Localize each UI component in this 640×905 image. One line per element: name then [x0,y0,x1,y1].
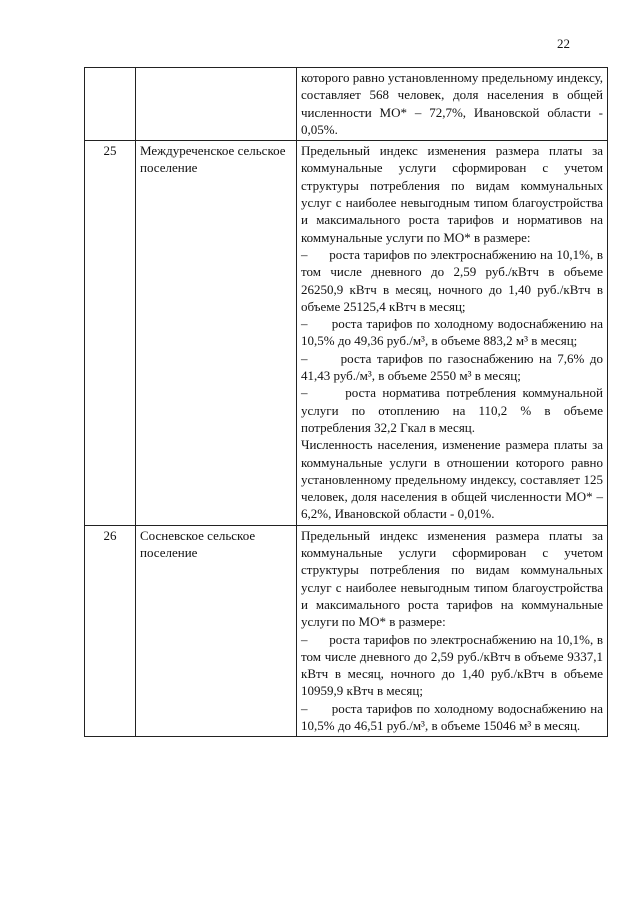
list-item: – роста тарифов по электроснабжению на 10,1%, в том числе дневного до 2,59 руб./кВтч в объеме 26250,9 кВтч в месяц, ночного до 1,40 руб./кВтч в объеме 25125,4 кВтч в месяц; [301,246,603,314]
table-row [85,141,608,526]
municipality-name: Междуреченское сельское поселение [136,141,297,526]
paragraph: которого равно установленному предельному индексу, составляет 568 человек, доля населения в общей численности МО* – 72,7%, Ивановской области - 0,05%. [301,70,603,137]
row-number: 26 [85,525,136,737]
row-number: 25 [85,141,136,526]
row-description [297,68,608,141]
paragraph: Предельный индекс изменения размера платы за коммунальные услуги сформирован с учетом структуры потребления по видам коммунальных услуг с наиболее невыгодным типом благоустройства и максимального роста тарифов на коммунальные услуги по МО* в размере: [301,527,603,630]
list-item: – роста тарифов по холодному водоснабжению на 10,5% до 46,51 руб./м³, в объеме 15046 м³ в месяц. [301,700,603,733]
municipality-name: Сосневское сельское поселение [136,525,297,737]
paragraph: Численность населения, изменение размера платы за коммунальные услуги в отношении которого равно установленному предельному индексу, составляет 125 человек, доля населения в общей численности МО* – 6,2%, Ивановской области - 0,01%. [301,437,603,522]
table-row [85,68,608,141]
municipality-name [136,68,297,141]
row-description [297,525,608,737]
table-row [85,525,608,737]
list-item: – роста норматива потребления коммунальной услуги по отоплению на 110,2 % в объеме потребления 32,2 Гкал в месяц. [301,385,603,435]
list-item: – роста тарифов по электроснабжению на 10,1%, в том числе дневного до 2,59 руб./кВтч в объеме 9337,1 кВтч в месяц, ночного до 1,40 руб./кВтч в объеме 10959,9 кВтч в месяц; [301,631,603,699]
row-description [297,141,608,526]
list-item: – роста тарифов по холодному водоснабжению на 10,5% до 49,36 руб./м³, в объеме 883,2 м³ в месяц; [301,316,603,349]
page-number: 22 [557,36,570,51]
tariff-table [84,67,608,737]
paragraph: Предельный индекс изменения размера платы за коммунальные услуги сформирован с учетом структуры потребления по видам коммунальных услуг с наиболее невыгодным типом благоустройства и максимального роста тарифов и нормативов на коммунальные услуги по МО* в размере: [301,143,603,245]
row-number [85,68,136,141]
list-item: – роста тарифов по газоснабжению на 7,6% до 41,43 руб./м³, в объеме 2550 м³ в месяц; [301,350,603,384]
